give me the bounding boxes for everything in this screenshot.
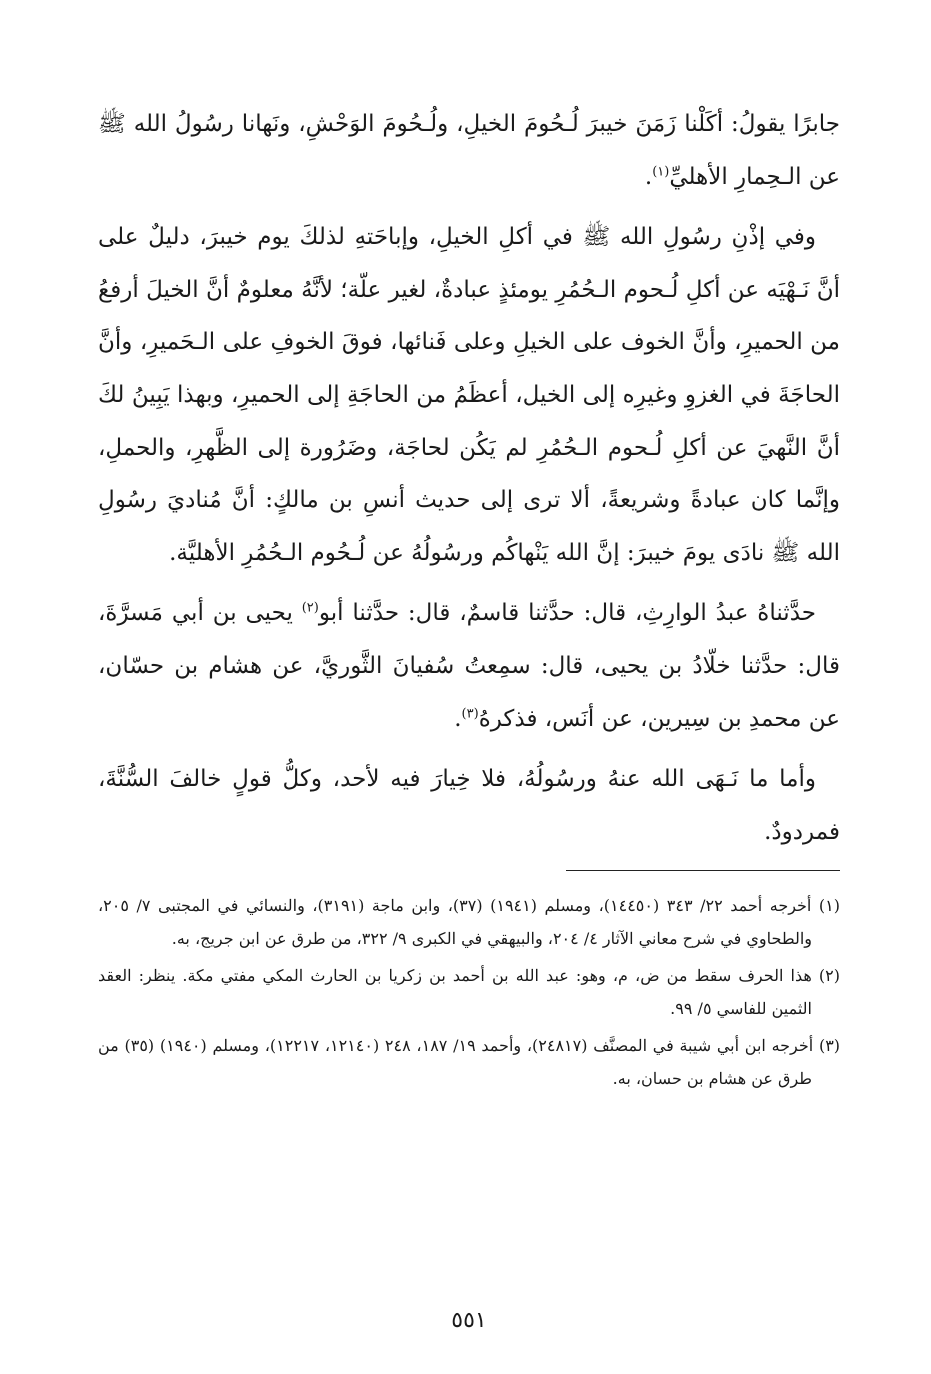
footnote-3: (٣) أخرجه ابن أبي شيبة في المصنَّف (٢٤٨١٧)، وأحمد ١٩/ ١٨٧، ٢٤٨ (١٢١٤٠، ١٢٢١٧)، ومسلم (١٩٤٠) (٣٥) من طرق عن هشام بن حسان، به. [98, 1036, 841, 1089]
footnotes [98, 889, 840, 1095]
paragraph-4-text: وأما ما نَـهَى الله عنهُ ورسُولُهُ، فلا خِيارَ فيه لأحد، وكلُّ قولٍ خالفَ السُّنَّةَ، فمردودٌ. [98, 766, 840, 845]
page-number: ٥٥١ [451, 1308, 487, 1333]
footnote-divider [566, 870, 840, 871]
paragraph-3-text-b: يحيى بن أبي مَسرَّةَ، قال: حدَّثنا خلّادُ بن يحيى، قال: سمِعتُ سُفيانَ الثَّوريَّ، عن هشام بن حسّان، عن محمدِ بن سِيرين، عن أنَس، فذكرهُ [98, 600, 840, 732]
paragraph-2 [98, 211, 840, 579]
paragraph-4 [98, 753, 840, 858]
book-page [98, 98, 840, 1358]
paragraph-1 [98, 98, 840, 203]
footnote-2: (٢) هذا الحرف سقط من ض، م، وهو: عبد الله بن أحمد بن زكريا بن الحارث المكي مفتي مكة. ينظر: العقد الثمين للفاسي ٥/ ٩٩. [98, 966, 840, 1019]
paragraph-2-text: وفي إذْنِ رسُولِ الله ﷺ في أكلِ الخيلِ، وإباحَتهِ لذلكَ يوم خيبرَ، دليلٌ على أنَّ نَـهْيَه عن أكلِ لُـحوم الـحُمُرِ يومئذٍ عبادةٌ، لغير علّة؛ لأنَّهُ معلومٌ أنَّ الخيلَ أرفعُ من الحميرِ، وأنَّ الخوف على الخيلِ وعلى فَنائها، فوقَ الخوفِ على الـحَميرِ، وأنَّ الحاجَةَ في الغزوِ وغيرِه إلى الخيل، أعظَمُ من الحاجَةِ إلى الحميرِ، وبهذا يَبِينُ لكَ أنَّ النَّهيَ عن أكلِ لُـحوم الـحُمُرِ لم يَكُن لحاجَة، وضَرُورة إلى الظَّهرِ، والحملِ، وإنَّما كان عبادةً وشريعةً، ألا ترى إلى حديث أنسِ بن مالكٍ: أنَّ مُناديَ رسُولِ الله ﷺ نادَى يومَ خيبرَ: إنَّ الله يَنْهاكُم ورسُولُهُ عن لُـحُوم الـحُمُرِ الأهليَّة. [98, 224, 840, 566]
footnote-ref-1: (١) [652, 163, 670, 179]
paragraph-1-end: . [644, 163, 653, 190]
paragraph-3-end: . [454, 705, 462, 732]
footnote-ref-3: (٣) [461, 705, 479, 721]
paragraph-3-text-a: حدَّثناهُ عبدُ الوارِثِ، قال: حدَّثنا قاسمٌ، قال: حدَّثنا أبو [318, 600, 816, 627]
paragraph-3 [98, 587, 840, 745]
main-text [98, 98, 840, 858]
footnote-ref-2: (٢) [301, 600, 319, 616]
paragraph-1-text: جابرًا يقولُ: أكَلْنا زَمَنَ خيبرَ لُـحُومَ الخيلِ، ولُـحُومَ الوَحْشِ، ونَهانا رسُولُ الله ﷺ عن الـحِمارِ الأهليِّ [98, 111, 840, 190]
footnote-1: (١) أخرجه أحمد ٢٢/ ٣٤٣ (١٤٤٥٠)، ومسلم (١٩٤١) (٣٧)، وابن ماجة (٣١٩١)، والنسائي في المجتبى ٧/ ٢٠٥، والطحاوي في شرح معاني الآثار ٤/ ٢٠٤، والبيهقي في الكبرى ٩/ ٣٢٢، من طرق عن ابن جريج، به. [98, 896, 841, 949]
